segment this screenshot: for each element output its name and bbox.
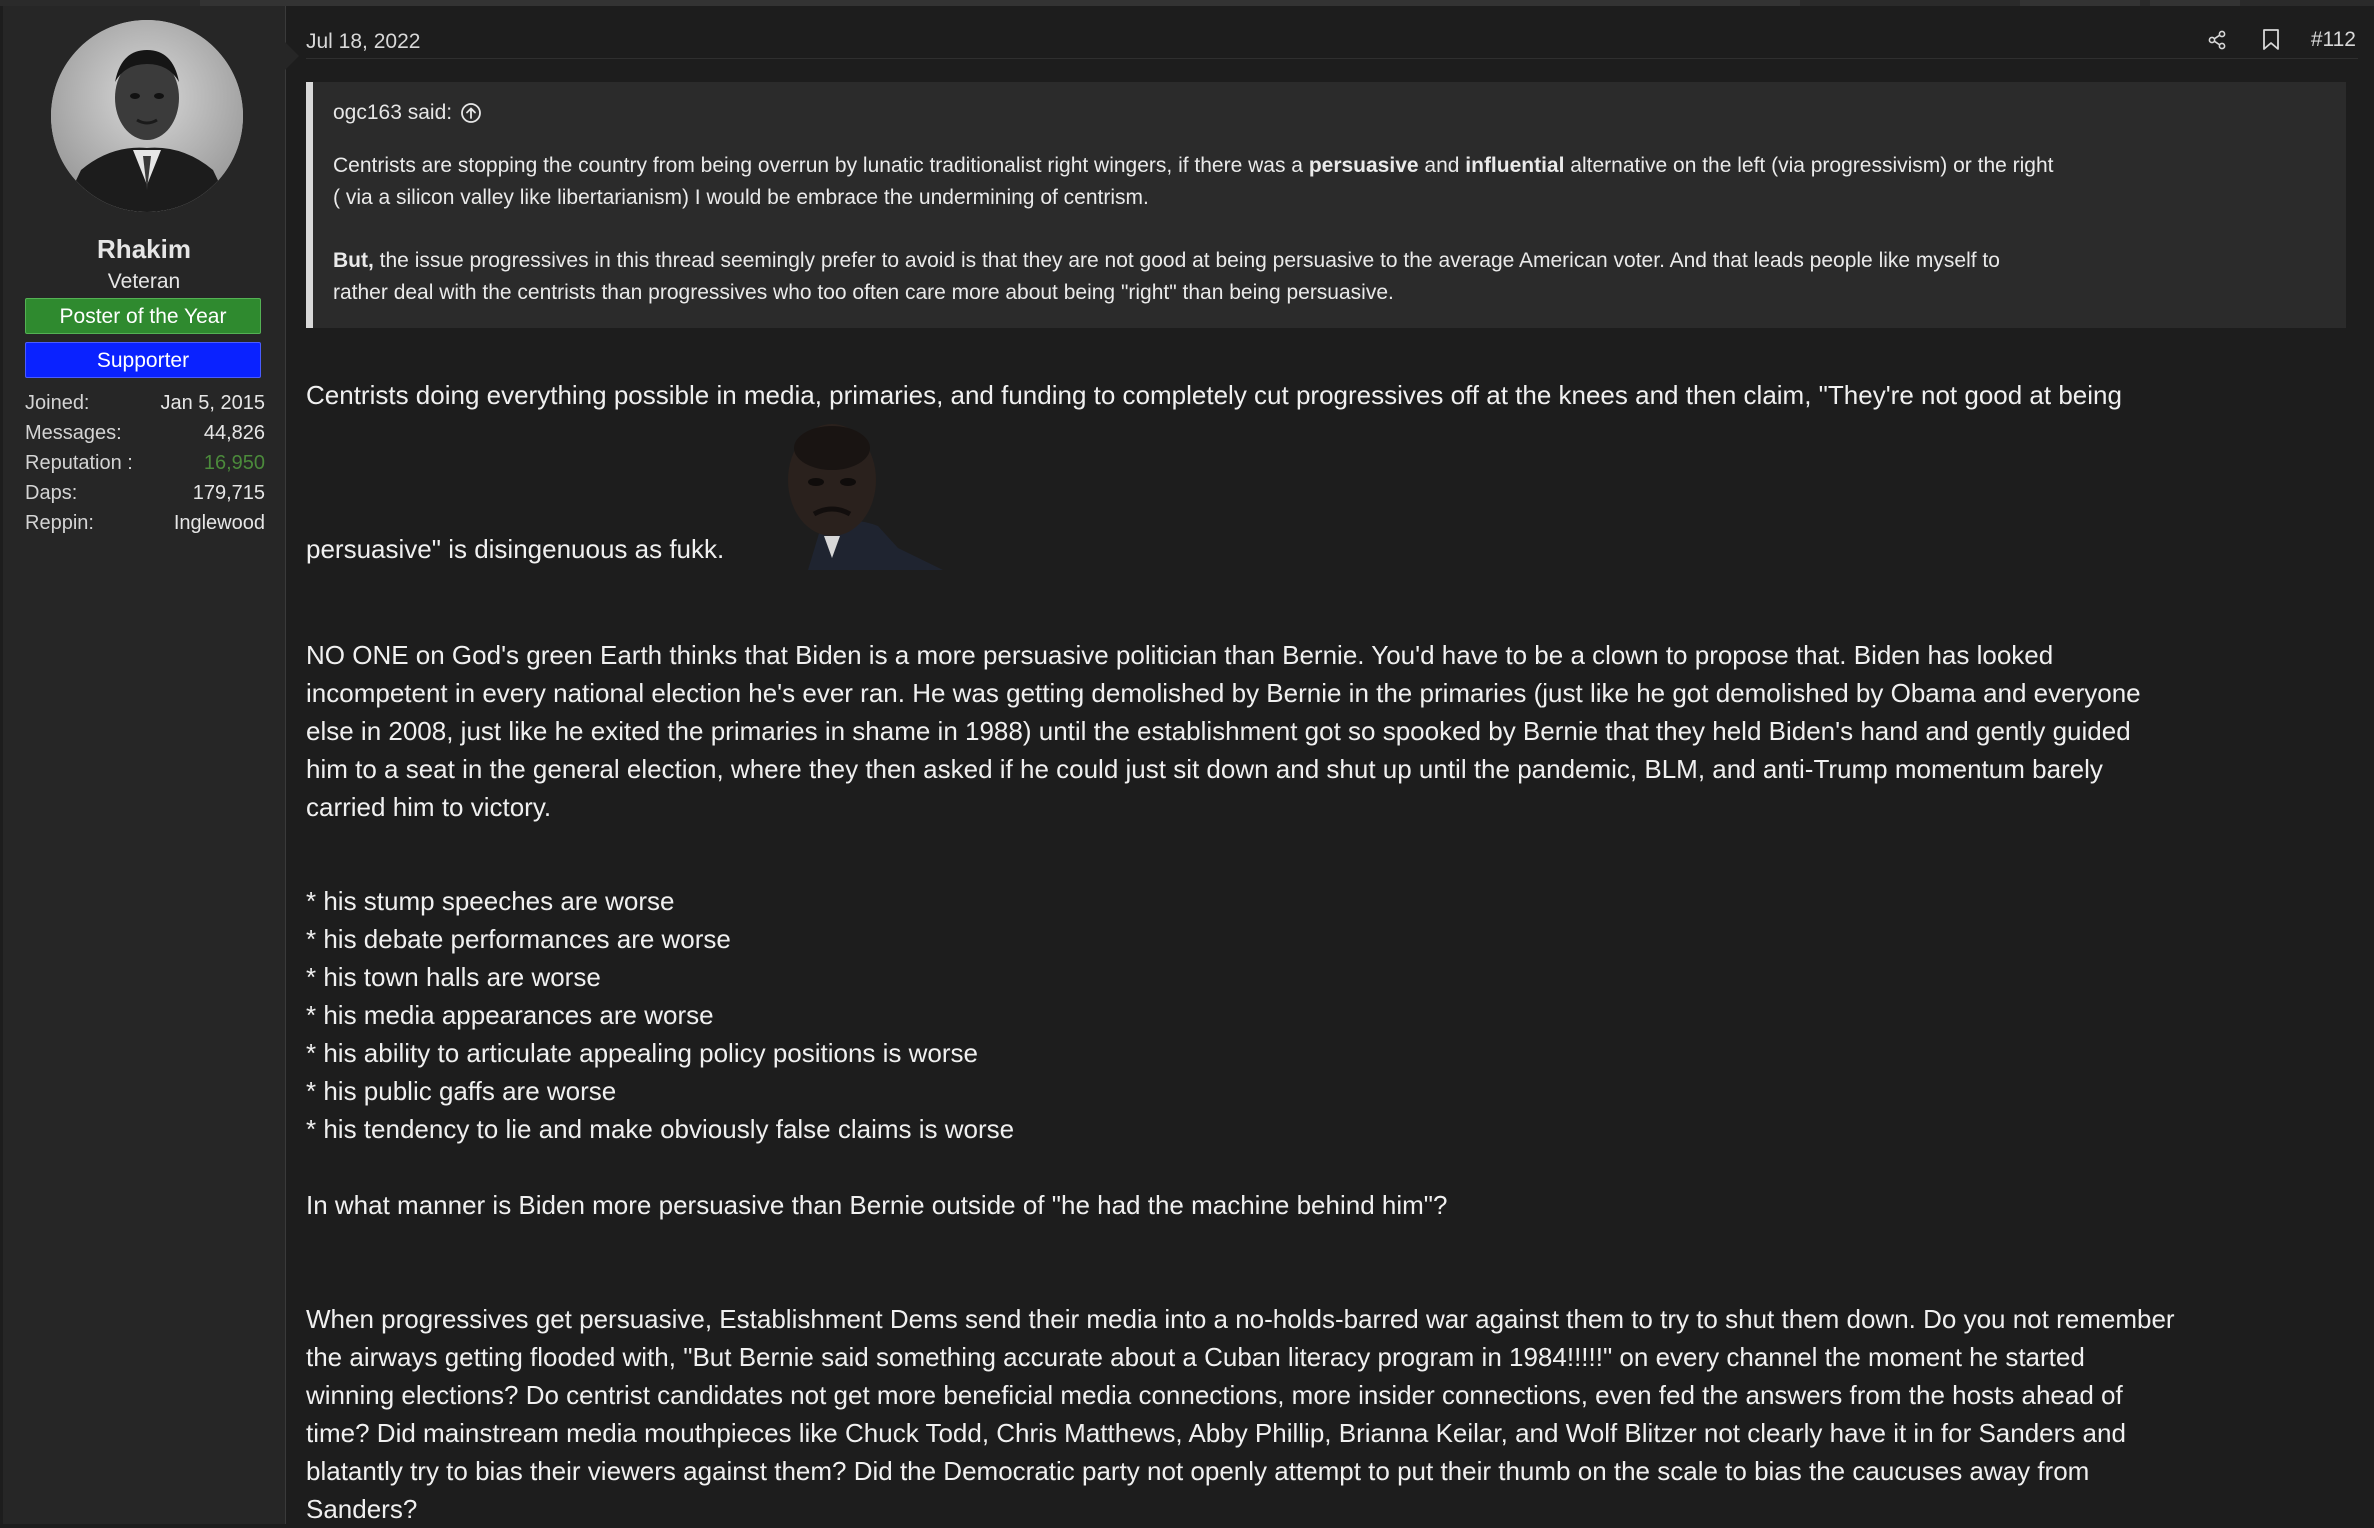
user-title: Veteran [107, 270, 181, 293]
stat-label: Joined: [25, 392, 90, 414]
list-item: * his debate performances are worse [306, 924, 731, 954]
stat-label: Reputation : [25, 452, 133, 474]
post [290, 6, 2374, 1524]
banner-poster-of-the-year: Poster of the Year [25, 298, 261, 334]
list-item: * his stump speeches are worse [306, 886, 675, 916]
user-stats [25, 388, 265, 538]
body-line: Sanders? [306, 1494, 418, 1524]
stat-reputation [25, 448, 265, 478]
quote-author[interactable]: ogc163 said: [333, 101, 453, 124]
arrow-up-circle-icon[interactable] [460, 102, 482, 124]
body-line: carried him to victory. [306, 792, 552, 822]
username[interactable]: Rhakim [97, 234, 191, 264]
list-item: * his tendency to lie and make obviously false claims is worse [306, 1114, 1015, 1144]
post-date[interactable]: Jul 18, 2022 [306, 30, 421, 53]
stat-reppin [25, 508, 265, 538]
quote-bold: persuasive [1308, 154, 1419, 177]
quote-paragraph [333, 245, 2326, 309]
quote-text: Centrists are stopping the country from being overrun by lunatic traditionalist right wingers, if there was a [333, 154, 1309, 177]
quote-bold: But, [333, 249, 374, 272]
post-number[interactable]: #112 [2310, 28, 2356, 51]
quote-text: the issue progressives in this thread seemingly prefer to avoid is that they are not good at being persuasive to the average American voter. And that leads people like myself to [373, 249, 2000, 272]
quote-block [306, 82, 2346, 328]
body-line: him to a seat in the general election, where they then asked if he could just sit down and shut up until the pandemic, BLM, and anti-Trump momentum barely [306, 754, 2103, 784]
body-line: When progressives get persuasive, Establishment Dems send their media into a no-holds-barred war against them to try to shut them down. Do you not remember [306, 1304, 2175, 1334]
smiley-image [768, 418, 948, 570]
avatar-image [51, 20, 243, 212]
stat-joined [25, 388, 265, 418]
post-actions [2203, 26, 2356, 54]
body-line: the airways getting flooded with, "But Bernie said something accurate about a Cuban literacy program in 1984!!!!!" on every channel the moment he started [306, 1342, 2085, 1372]
quote-text: and [1418, 154, 1466, 177]
bookmark-icon[interactable] [2257, 26, 2285, 54]
user-sidebar [3, 6, 286, 1524]
body-line: In what manner is Biden more persuasive than Bernie outside of "he had the machine behind him"? [306, 1190, 1448, 1220]
list-item: * his town halls are worse [306, 962, 601, 992]
body-line: persuasive" is disingenuous as fukk. [306, 534, 725, 564]
stat-label: Messages: [25, 422, 122, 444]
post-header [306, 14, 2358, 59]
body-line: winning elections? Do centrist candidates not get more beneficial media connections, more insider connections, even fed the answers from the hosts ahead of [306, 1380, 2123, 1410]
body-line: else in 2008, just like he exited the primaries in shame in 1988) until the establishment got so spooked by Bernie that they held Biden's hand and gently guided [306, 716, 2131, 746]
quote-body [333, 150, 2326, 309]
quote-attribution[interactable] [333, 96, 2326, 130]
stat-value: 16,950 [203, 452, 265, 474]
stat-value[interactable]: 44,826 [203, 422, 265, 444]
body-line: blatantly try to bias their viewers against them? Did the Democratic party not openly attempt to put their thumb on the scale to bias the caucuses away from [306, 1456, 2090, 1486]
list-item: * his ability to articulate appealing policy positions is worse [306, 1038, 979, 1068]
body-line: time? Did mainstream media mouthpieces like Chuck Todd, Chris Matthews, Abby Phillip, Brianna Keilar, and Wolf Blitzer not clearly have it in for Sanders and [306, 1418, 2126, 1448]
share-icon[interactable] [2203, 26, 2231, 54]
quote-text: alternative on the left (via progressivism) or the right [1564, 154, 2054, 177]
stat-label: Reppin: [25, 512, 94, 534]
stat-messages [25, 418, 265, 448]
quote-bold: influential [1465, 154, 1565, 177]
stat-value: Inglewood [173, 512, 265, 534]
quote-text: rather deal with the centrists than progressives who too often care more about being "right" than being persuasive. [333, 281, 1394, 304]
list-item: * his media appearances are worse [306, 1000, 714, 1030]
quote-text: ( via a silicon valley like libertarianism) I would be embrace the undermining of centrism. [333, 186, 1149, 209]
list-item: * his public gaffs are worse [306, 1076, 617, 1106]
stat-label: Daps: [25, 482, 78, 504]
banner-supporter: Supporter [25, 342, 261, 378]
stat-daps [25, 478, 265, 508]
body-line: Centrists doing everything possible in media, primaries, and funding to completely cut progressives off at the knees and then claim, "They're not good at being [306, 380, 2122, 410]
stat-value: 179,715 [192, 482, 265, 504]
quote-paragraph [333, 150, 2326, 214]
stat-value: Jan 5, 2015 [160, 392, 265, 414]
body-line: incompetent in every national election he's ever ran. He was getting demolished by Bernie in the primaries (just like he got demolished by Obama and everyone [306, 678, 2141, 708]
avatar[interactable] [51, 20, 243, 212]
body-line: NO ONE on God's green Earth thinks that Biden is a more persuasive politician than Bernie. You'd have to be a clown to propose that. Biden has looked [306, 640, 2054, 670]
